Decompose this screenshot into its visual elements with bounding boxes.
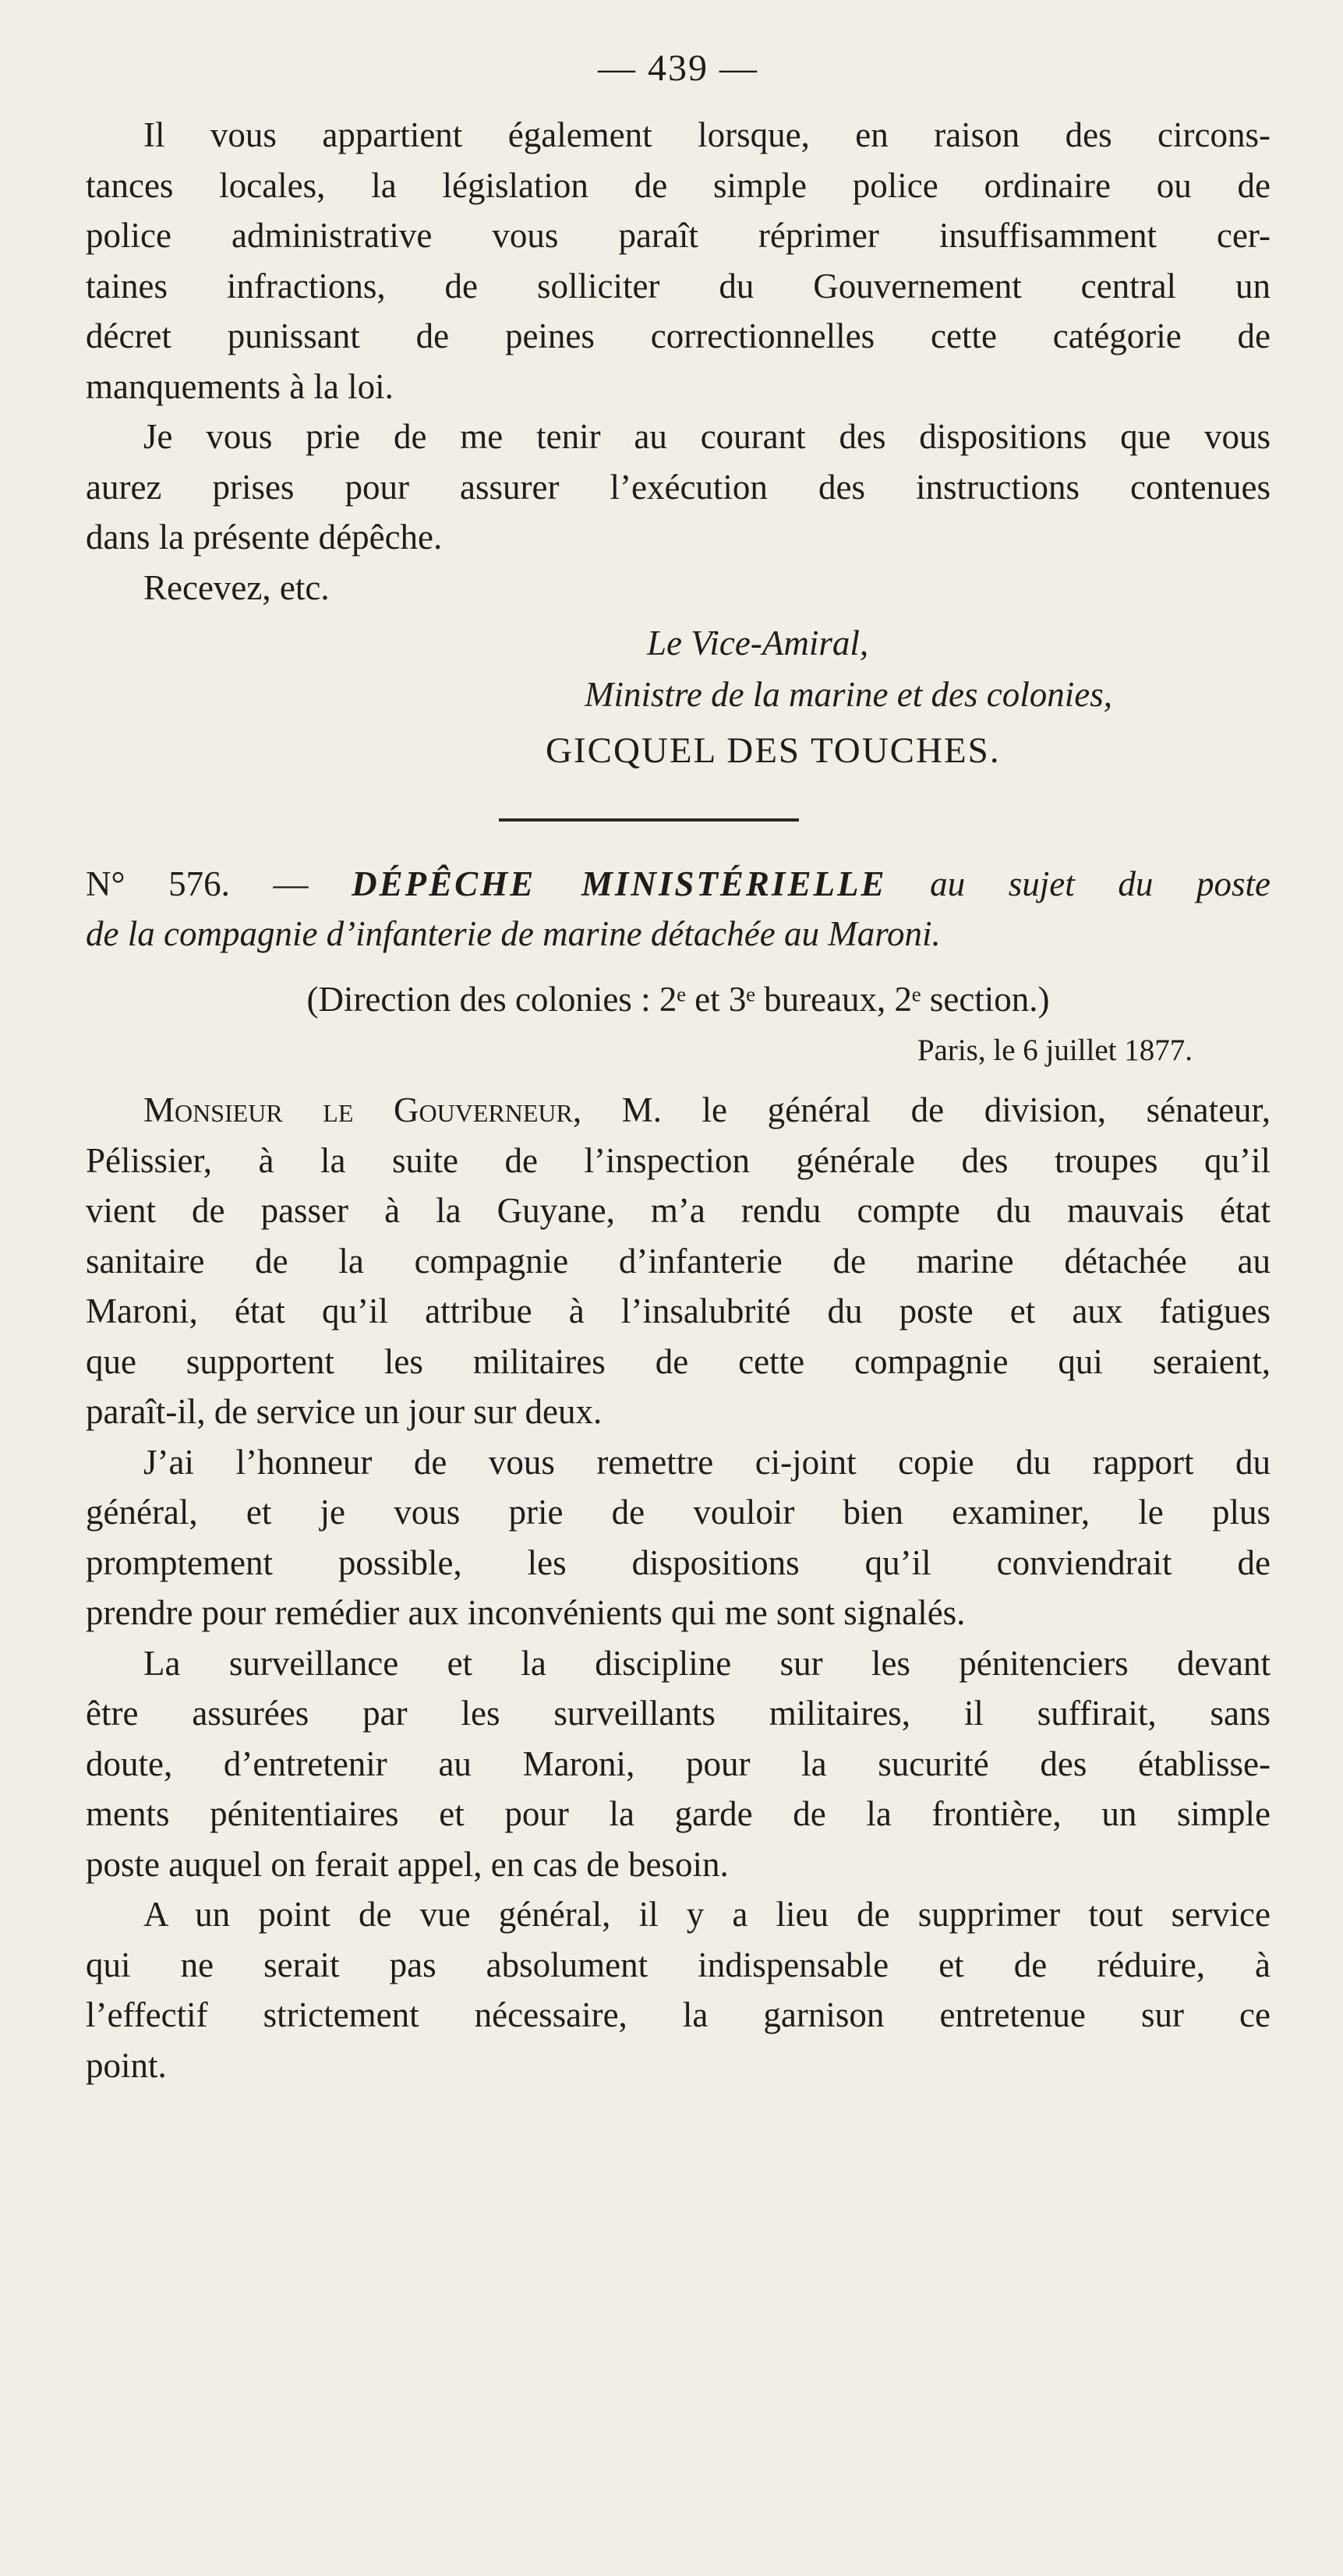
paragraph-report: [86, 1437, 1271, 1638]
closing-text: Recevez, etc.: [143, 567, 330, 607]
text-line: être assurées par les surveillants militaires, il suffirait, sans: [86, 1694, 1271, 1733]
text-line: sanitaire de la compagnie d’infanterie de marine détachée au: [86, 1241, 1271, 1281]
text-line: Pélissier, à la suite de l’inspection générale des troupes qu’il: [86, 1140, 1271, 1180]
text-line: J’ai l’honneur de vous remettre ci-joint copie du rapport du: [143, 1442, 1271, 1482]
document-page: [86, 47, 1271, 2541]
text-line: que supportent les militaires de cette compagnie qui seraient,: [86, 1341, 1271, 1381]
paragraph-legislation: [86, 110, 1271, 412]
paragraph-surveillance: [86, 1638, 1271, 1890]
text-line: ments pénitentiaires et pour la garde de la frontière, un simple: [86, 1794, 1271, 1833]
text-line: tances locales, la législation de simple police ordinaire ou de: [86, 165, 1271, 205]
text-line: Il vous appartient également lorsque, en raison des circons-: [143, 115, 1271, 154]
direction-note: (Direction des colonies : 2ᵉ et 3ᵉ bureaux, 2ᵉ section.): [306, 980, 1050, 1019]
signature-name: GICQUEL DES TOUCHES.: [546, 730, 1001, 771]
text-line: aurez prises pour assurer l’exécution des instructions contenues: [86, 467, 1271, 507]
dispatch-subject-part-2: de la compagnie d’infanterie de marine détachée au Maroni.: [86, 914, 941, 953]
text-line: général, et je vous prie de vouloir bien examiner, le plus: [86, 1493, 1271, 1532]
text-line: La surveillance et la discipline sur les pénitenciers devant: [143, 1643, 1271, 1683]
signature-title: Le Vice-Amiral,: [647, 624, 869, 663]
text-line: dans la présente dépêche.: [86, 518, 443, 557]
dispatch-subject-part-1: au sujet du poste: [930, 864, 1271, 903]
text-line: vient de passer à la Guyane, m’a rendu compte du mauvais état: [86, 1191, 1271, 1230]
paragraph-general-view: [86, 1889, 1271, 2090]
text-line: promptement possible, les dispositions qu’il conviendrait de: [86, 1542, 1271, 1582]
text-line: manquements à la loi.: [86, 366, 394, 406]
text-line: qui ne serait pas absolument indispensable et de réduire, à: [86, 1945, 1271, 1984]
text-line: paraît-il, de service un jour sur deux.: [86, 1392, 603, 1431]
text-line: Je vous prie de me tenir au courant des dispositions que vous: [143, 417, 1271, 456]
section-divider: [499, 818, 799, 822]
text-line: Maroni, état qu’il attribue à l’insalubrité du poste et aux fatigues: [86, 1292, 1271, 1330]
page-number: — 439 —: [598, 48, 758, 89]
salutation: Monsieur le Gouverneur,: [143, 1090, 582, 1129]
text-line: taines infractions, de solliciter du Gouvernement central un: [86, 266, 1271, 306]
paragraph-inspection: [86, 1085, 1271, 1437]
text-line: police administrative vous paraît réprimer insuffisamment cer-: [86, 216, 1271, 255]
signature-office: Ministre de la marine et des colonies,: [585, 675, 1112, 714]
text-line: poste auquel on ferait appel, en cas de besoin.: [86, 1844, 729, 1884]
text-line: A un point de vue général, il y a lieu de supprimer tout service: [143, 1895, 1271, 1934]
dispatch-title: DÉPÊCHE MINISTÉRIELLE: [352, 864, 887, 903]
text-line: prendre pour remédier aux inconvénients qui me sont signalés.: [86, 1593, 966, 1632]
paragraph-dispositions: [86, 412, 1271, 563]
text-line: doute, d’entretenir au Maroni, pour la sucurité des établisse-: [86, 1744, 1271, 1783]
text-line: l’effectif strictement nécessaire, la garnison entretenue sur ce: [86, 1995, 1271, 2034]
text-line: point.: [86, 2045, 167, 2085]
text-line: M. le général de division, sénateur,: [621, 1090, 1271, 1129]
text-line: décret punissant de peines correctionnelles cette catégorie de: [86, 316, 1271, 355]
dispatch-date: Paris, le 6 juillet 1877.: [917, 1034, 1193, 1067]
closing-formula: [86, 563, 1271, 613]
dispatch-heading: [86, 859, 1271, 959]
dispatch-number: N° 576. —: [86, 864, 309, 903]
